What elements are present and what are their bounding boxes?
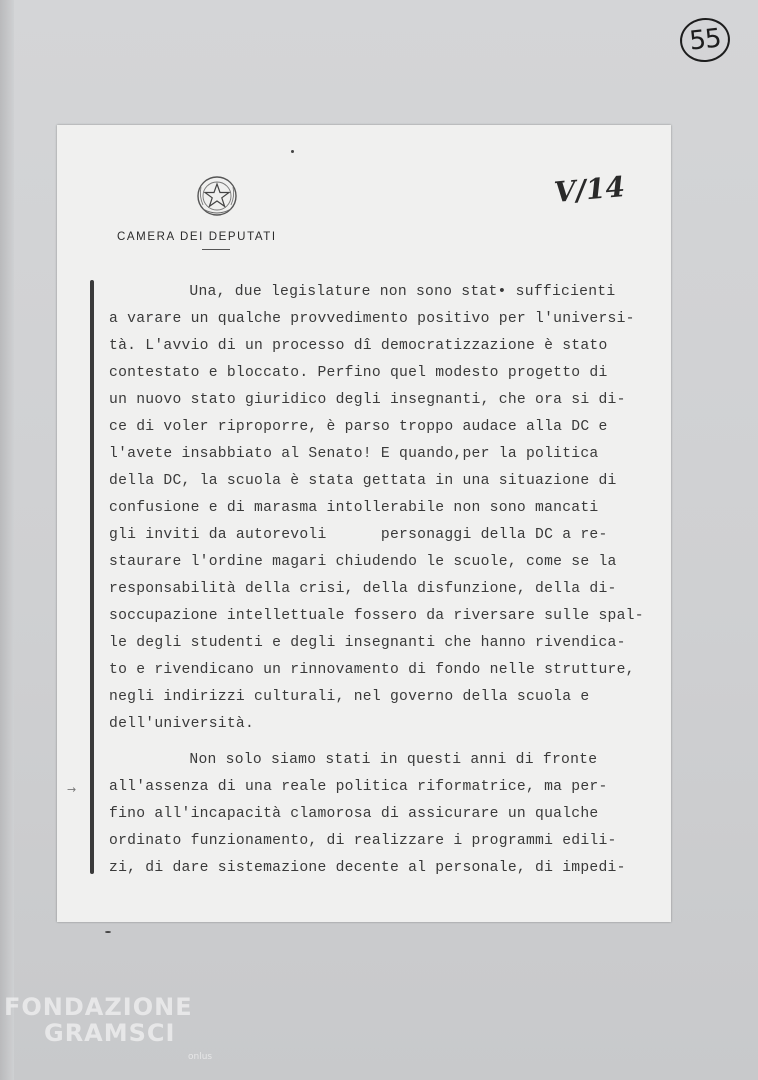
- text-line: staurare l'ordine magari chiudendo le scuole, come se la: [109, 554, 617, 570]
- margin-highlight-bar: [90, 280, 94, 874]
- scan-speck: [105, 931, 111, 933]
- handwritten-reference: V/14: [552, 169, 627, 210]
- letterhead-divider: [202, 249, 230, 250]
- scan-edge: [0, 0, 14, 1080]
- watermark-line1: FONDAZIONE: [4, 993, 193, 1021]
- text-line: all'assenza di una reale politica riformatrice, ma per-: [109, 779, 608, 795]
- text-line: responsabilità della crisi, della disfunzione, della di-: [109, 581, 617, 597]
- text-line: zi, di dare sistemazione decente al personale, di impedi-: [109, 860, 626, 876]
- text-line: dell'università.: [109, 716, 255, 732]
- watermark-line2: GRAMSCI: [44, 1019, 176, 1047]
- text-line: le degli studenti e degli insegnanti che hanno rivendica-: [109, 635, 626, 651]
- text-line: fino all'incapacità clamorosa di assicurare un qualche: [109, 806, 599, 822]
- margin-annotation: →: [67, 783, 77, 796]
- institution-name: CAMERA DEI DEPUTATI: [117, 231, 277, 243]
- text-line: Non solo siamo stati in questi anni di fronte: [135, 752, 598, 768]
- text-line: contestato e bloccato. Perfino quel modesto progetto di: [109, 365, 608, 381]
- text-line: a varare un qualche provvedimento positivo per l'universi-: [109, 311, 635, 327]
- text-line: Una, due legislature non sono stat• sufficienti: [135, 284, 616, 300]
- text-line: tà. L'avvio di un processo dî democratizzazione è stato: [109, 338, 608, 354]
- watermark: [4, 995, 193, 1045]
- text-line: gli inviti da autorevoli personaggi della DC a re-: [109, 527, 608, 543]
- text-line: ce di voler riproporre, è parso troppo audace alla DC e: [109, 419, 608, 435]
- watermark-line3: onlus: [188, 1052, 213, 1062]
- text-line: negli indirizzi culturali, nel governo della scuola e: [109, 689, 590, 705]
- text-line: ordinato funzionamento, di realizzare i programmi edili-: [109, 833, 617, 849]
- scan-speck: [291, 150, 294, 153]
- italian-republic-emblem-icon: [194, 173, 240, 219]
- text-line: della DC, la scuola è stata gettata in una situazione di: [109, 473, 617, 489]
- text-line: un nuovo stato giuridico degli insegnanti, che ora si di-: [109, 392, 626, 408]
- text-line: confusione e di marasma intollerabile non sono mancati: [109, 500, 599, 516]
- archive-page-number: 55: [678, 16, 732, 65]
- text-line: soccupazione intellettuale fossero da riversare sulle spal-: [109, 608, 644, 624]
- document-sheet: [57, 125, 671, 922]
- text-line: l'avete insabbiato al Senato! E quando,per la politica: [109, 446, 599, 462]
- text-line: to e rivendicano un rinnovamento di fondo nelle strutture,: [109, 662, 635, 678]
